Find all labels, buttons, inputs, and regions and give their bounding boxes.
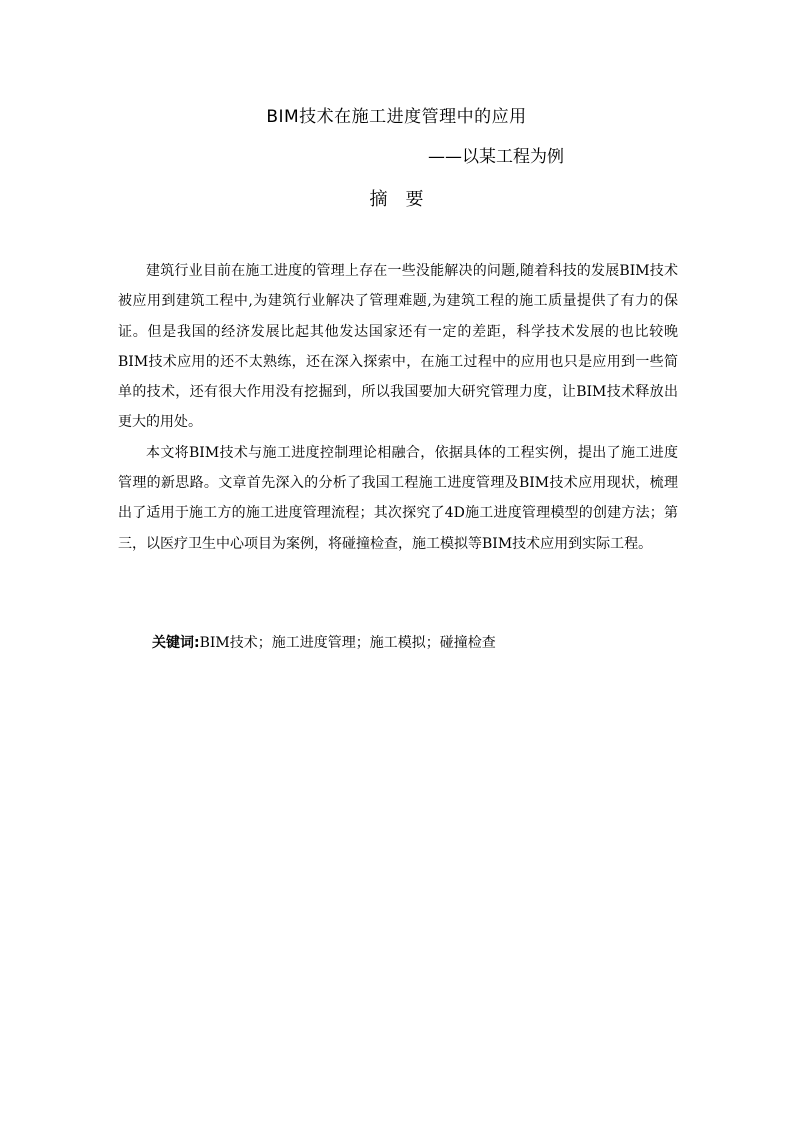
abstract-heading: 摘要 — [369, 189, 442, 210]
abstract-body — [118, 256, 678, 559]
keywords-text: BIM技术；施工进度管理；施工模拟；碰撞检查 — [199, 635, 496, 651]
document-subtitle: ——以某工程为例 — [428, 147, 564, 167]
document-title: BIM技术在施工进度管理中的应用 — [266, 107, 527, 127]
abstract-paragraph: 建筑行业目前在施工进度的管理上存在一些没能解决的问题,随着科技的发展BIM技术被应用到建筑工程中,为建筑行业解决了管理难题,为建筑工程的施工质量提供了有力的保证。但是我国的经济发展比起其他发达国家还有一定的差距，科学技术发展的也比较晚BIM技术应用的还不太熟练，还在深入探索中，在施工过程中的应用也只是应用到一些简单的技术，还有很大作用没有挖掘到，所以我国要加大研究管理力度，让BIM技术释放出更大的用处。 — [118, 263, 678, 431]
keywords-line — [152, 628, 496, 658]
abstract-paragraph: 本文将BIM技术与施工进度控制理论相融合，依据具体的工程实例，提出了施工进度管理的新思路。文章首先深入的分析了我国工程施工进度管理及BIM技术应用现状，梳理出了适用于施工方的施工进度管理流程；其次探究了4D施工进度管理模型的创建方法；第三，以医疗卫生中心项目为案例，将碰撞检查，施工模拟等BIM技术应用到实际工程。 — [118, 444, 678, 552]
keywords-label: 关键词: — [152, 635, 200, 651]
